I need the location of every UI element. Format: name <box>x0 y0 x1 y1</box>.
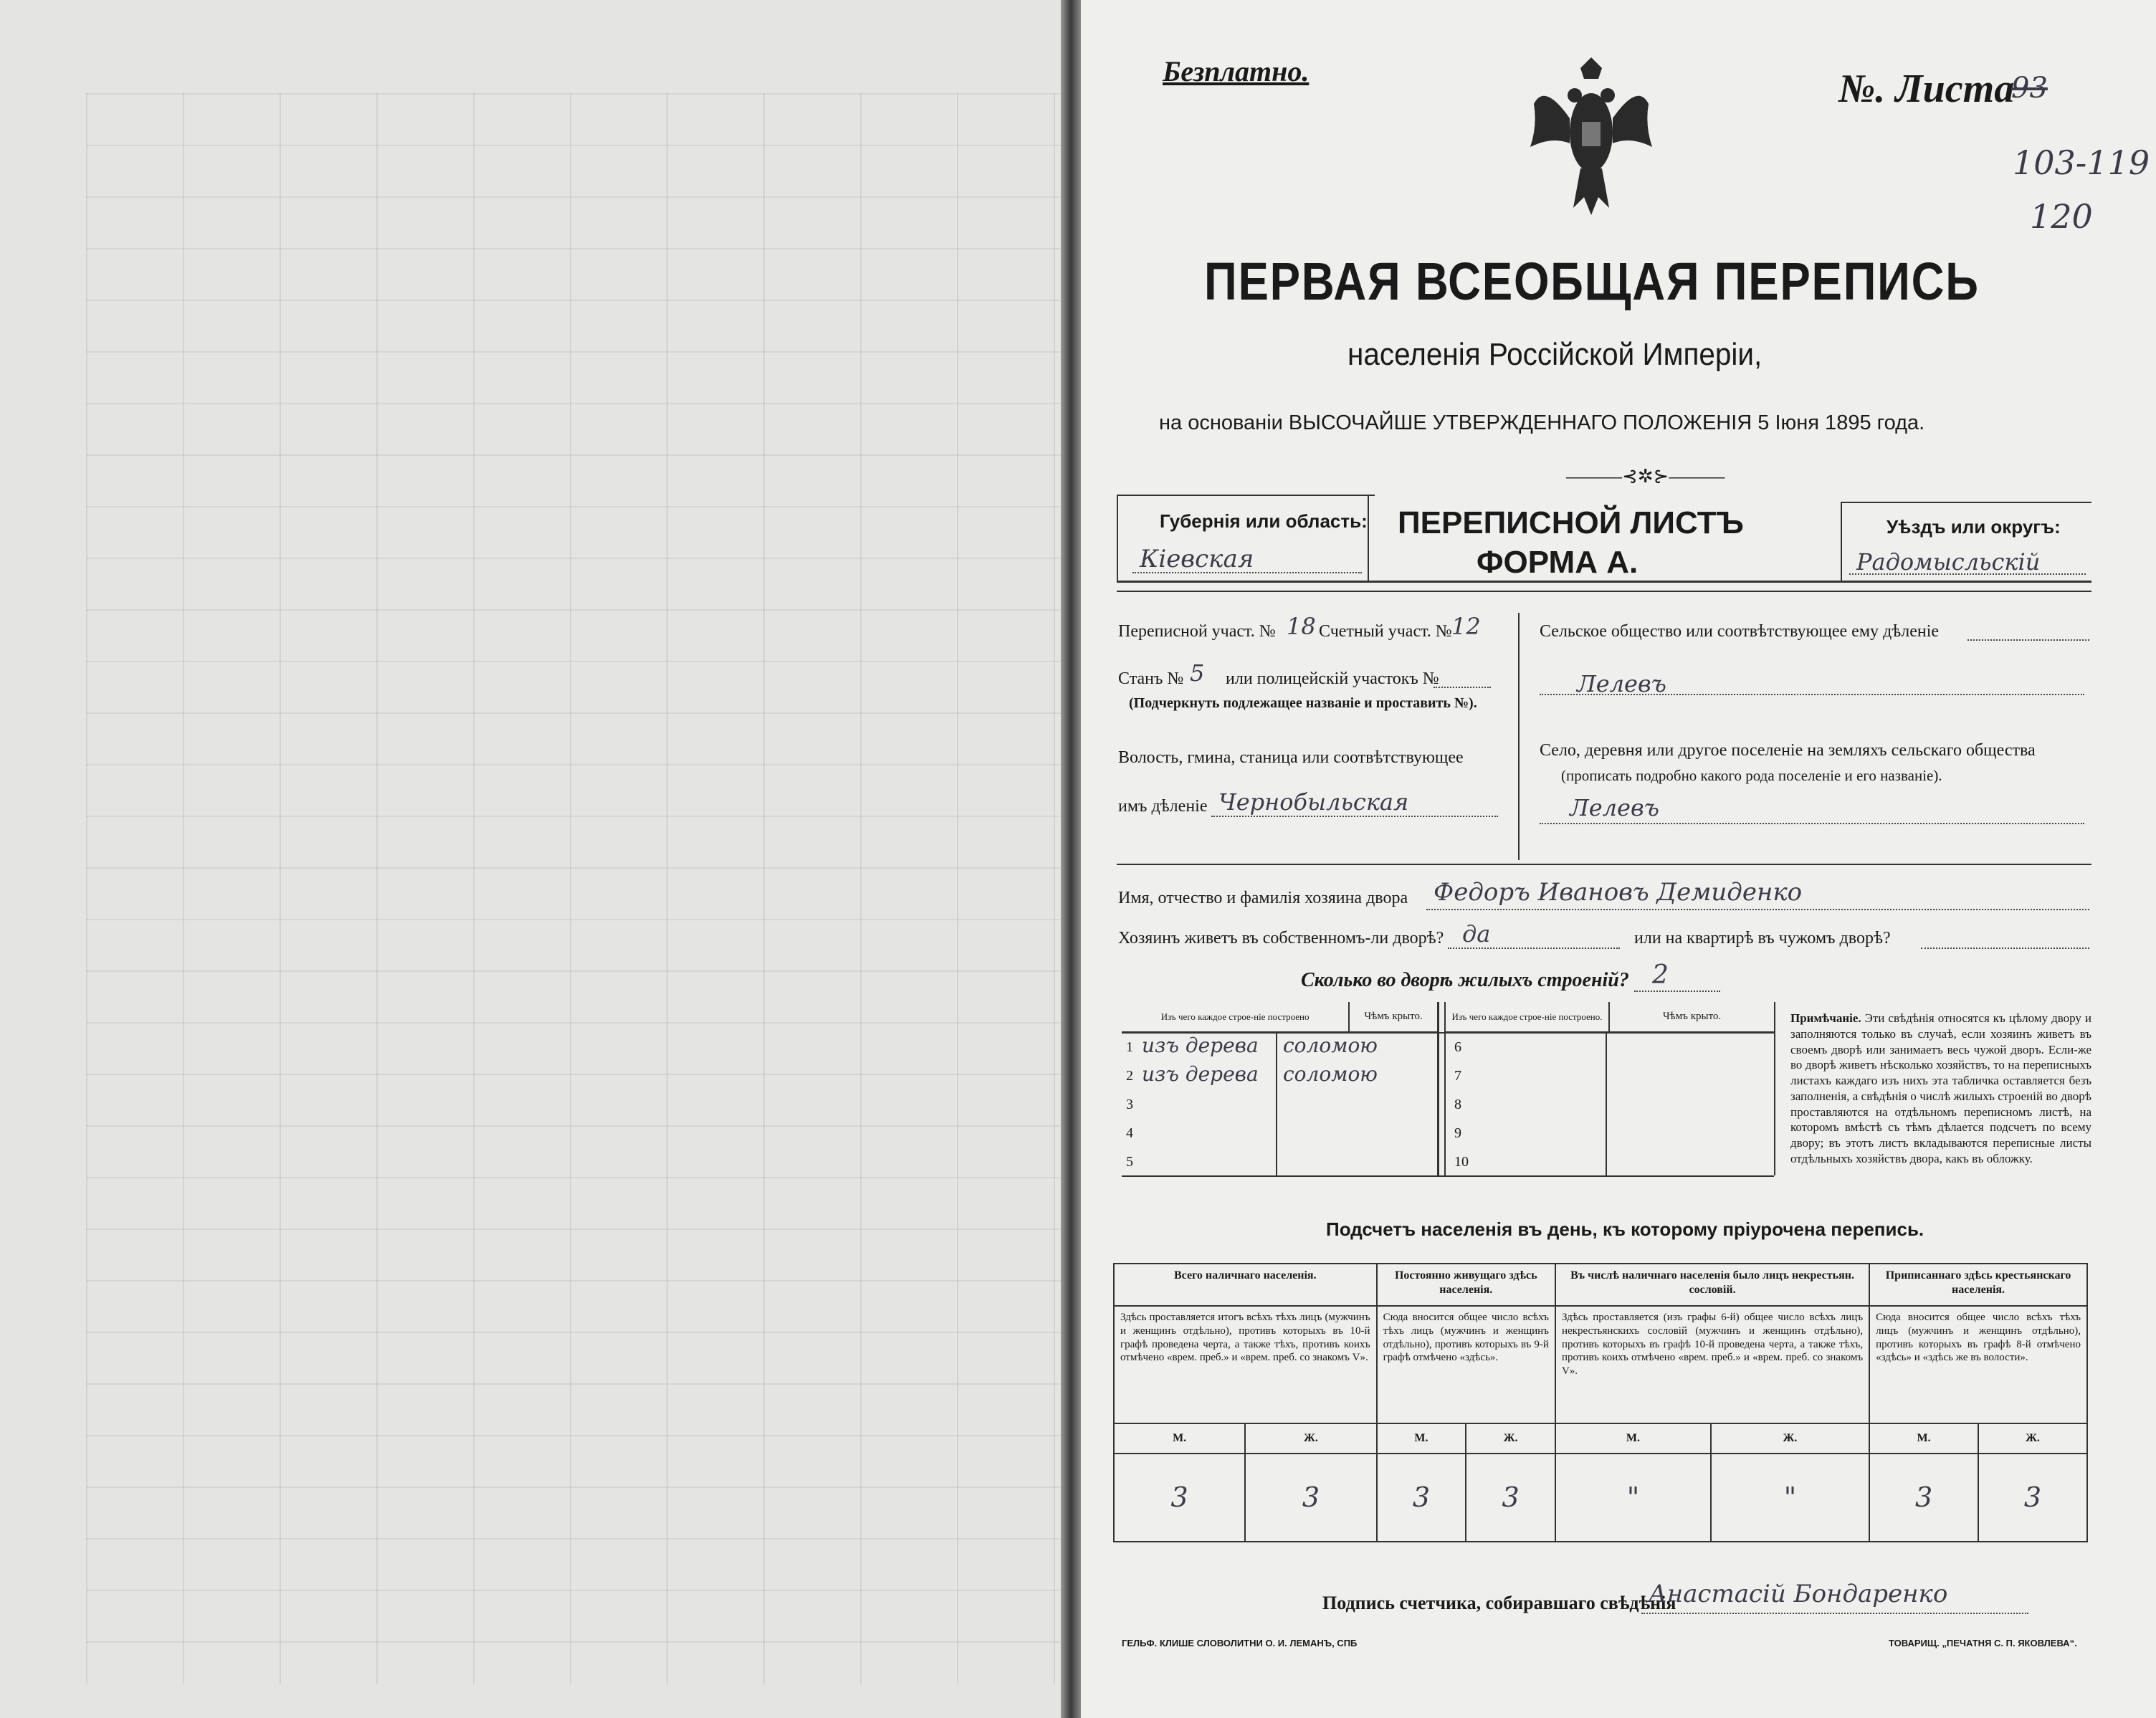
col-material-header: Изъ чего каждое строе-ніе построено <box>1122 1002 1349 1032</box>
province-value: Кіевская <box>1140 545 1254 573</box>
female-count: " <box>1711 1454 1869 1542</box>
structures-left-rows <box>1122 1034 1437 1177</box>
right-printer: ТОВАРИЩ. „ПЕЧАТНЯ С. П. ЯКОВЛЕВА“. <box>1889 1638 2077 1648</box>
structure-row <box>1444 1034 1774 1062</box>
female-label: Ж. <box>1978 1423 2087 1454</box>
double-headed-eagle-emblem <box>1530 54 1652 219</box>
structure-row-num: 8 <box>1454 1097 1461 1112</box>
female-count: 3 <box>1978 1454 2087 1542</box>
col-roof2-header: Чѣмъ крыто. <box>1609 1002 1774 1032</box>
owner-label: Имя, отчество и фамилія хозяина двора <box>1118 889 1408 907</box>
structure-row-num: 5 <box>1126 1154 1133 1170</box>
stan-label: Станъ № <box>1118 669 1184 688</box>
structure-row <box>1444 1148 1774 1177</box>
structure-row-num: 6 <box>1454 1039 1461 1055</box>
structure-row <box>1444 1091 1774 1120</box>
population-col-head: Всего наличнаго населенія. <box>1114 1264 1377 1306</box>
structure-row-num: 4 <box>1126 1125 1133 1141</box>
male-count: 3 <box>1377 1454 1466 1542</box>
census-area-label: Переписной участ. № <box>1118 622 1276 641</box>
structure-row <box>1444 1062 1774 1091</box>
form-label: ФОРМА А. <box>1477 545 1639 580</box>
structures-note <box>1790 1011 2091 1167</box>
male-label: М. <box>1377 1423 1466 1454</box>
population-col-head: Приписаннаго здѣсь крестьянскаго населенія. <box>1869 1264 2087 1306</box>
structure-row-num: 9 <box>1454 1125 1461 1141</box>
society-label: Сельское общество или соотвѣтствующее ему дѣленіе <box>1540 622 1940 641</box>
structure-row <box>1122 1091 1437 1120</box>
left-printer: ГЕЛЬФ. КЛИШЕ СЛОВОЛИТНИ О. И. ЛЕМАНЪ, СПБ <box>1122 1638 1358 1648</box>
male-label: М. <box>1114 1423 1245 1454</box>
signature-label: Подпись счетчика, собиравшаго свѣдѣнія <box>1322 1593 1676 1613</box>
village-label: Село, деревня или другое поселеніе на земляхъ сельскаго общества <box>1540 741 2036 760</box>
bleed-through-grid <box>86 93 1061 1684</box>
structure-row <box>1122 1120 1437 1148</box>
census-subtitle: населенія Россійской Имперіи, <box>1348 337 1763 372</box>
structure-row-num: 2 <box>1126 1068 1133 1084</box>
structure-row-num: 1 <box>1126 1039 1133 1055</box>
signature-value: Анастасій Бондаренко <box>1649 1580 1948 1608</box>
count-area-value: 12 <box>1451 613 1481 640</box>
structure-row-num: 7 <box>1454 1068 1461 1084</box>
female-count: 3 <box>1466 1454 1555 1542</box>
structure-row <box>1122 1034 1437 1062</box>
sheet-title: ПЕРЕПИСНОЙ ЛИСТЪ <box>1398 505 1744 540</box>
book-gutter <box>1061 0 1081 1718</box>
buildings-label: Сколько во дворѣ жилыхъ строеній? <box>1301 969 1629 991</box>
population-col-desc: Здѣсь проставляется итогъ всѣхъ тѣхъ лицъ (мужчинъ и женщинъ отдѣльно), противъ которыхъ въ 10-й графѣ проведена черта, а также тѣхъ, противъ коихъ отмѣчено «врем. преб.» и «врем. преб. со знакомъ V». <box>1114 1306 1377 1423</box>
structure-row-num: 3 <box>1126 1097 1133 1112</box>
structure-roof: соломою <box>1283 1034 1378 1057</box>
village-note: (прописать подробно какого рода поселеніе и его названіе). <box>1561 767 1942 784</box>
structure-row <box>1444 1120 1774 1148</box>
owner-lives-value: да <box>1462 920 1491 948</box>
note-title: Примѣчаніе. <box>1790 1011 1861 1025</box>
volost-label: Волость, гмина, станица или соотвѣтствующее <box>1118 748 1464 767</box>
sheet-number-crossed: 93 <box>2011 72 2048 105</box>
male-label: М. <box>1555 1423 1711 1454</box>
society-value: Лелевъ <box>1577 670 1666 697</box>
ornament-divider: ———⊰✲⊱——— <box>1566 466 1725 487</box>
structures-right-rows <box>1444 1034 1774 1177</box>
province-label: Губернія или область: <box>1160 510 1368 532</box>
volost-value: Чернобыльская <box>1218 788 1409 816</box>
female-count: 3 <box>1245 1454 1376 1542</box>
stan-value: 5 <box>1190 659 1205 687</box>
structure-roof: соломою <box>1283 1062 1378 1086</box>
police-station-label: или полицейскій участокъ № <box>1226 669 1439 688</box>
underline-note: (Подчеркнуть подлежащее названіе и проставить №). <box>1129 695 1477 711</box>
census-title: ПЕРВАЯ ВСЕОБЩАЯ ПЕРЕПИСЬ <box>1204 252 1980 311</box>
sheet-number-archive-1: 103-119 <box>2013 143 2150 182</box>
structure-material: изъ дерева <box>1142 1034 1259 1057</box>
census-basis: на основаніи ВЫСОЧАЙШЕ УТВЕРЖДЕННАГО ПОЛОЖЕНІЯ 5 Іюня 1895 года. <box>1159 411 1925 434</box>
female-label: Ж. <box>1711 1423 1869 1454</box>
col-roof-header: Чѣмъ крыто. <box>1349 1002 1437 1032</box>
population-col-desc: Сюда вносится общее число всѣхъ тѣхъ лицъ (мужчинъ и женщинъ отдѣльно), противъ которыхъ въ графѣ 8-й отмѣчено «здѣсь» и «здѣсь же въ волости». <box>1869 1306 2087 1423</box>
population-table <box>1113 1263 2088 1542</box>
village-value: Лелевъ <box>1570 794 1659 821</box>
female-label: Ж. <box>1245 1423 1376 1454</box>
volost-label-2: имъ дѣленіе <box>1118 797 1208 816</box>
census-area-value: 18 <box>1287 613 1316 640</box>
structures-table-right <box>1444 1002 1774 1033</box>
structure-material: изъ дерева <box>1142 1062 1259 1086</box>
structure-row-num: 10 <box>1454 1154 1469 1170</box>
district-value: Радомысльскій <box>1856 548 2041 576</box>
free-label: Безплатно. <box>1163 55 1310 87</box>
population-col-desc: Здѣсь проставляется (изъ графы 6-й) общее число всѣхъ лицъ некрестьянскихъ сословій (мужчинъ и женщинъ отдѣльно), противъ которыхъ въ графѣ 10-й проведена черта, а также тѣхъ, противъ коихъ отмѣчено «врем. преб.» и «врем. преб. со знакомъ V». <box>1555 1306 1869 1423</box>
buildings-value: 2 <box>1652 960 1669 990</box>
male-label: М. <box>1869 1423 1978 1454</box>
structure-row <box>1122 1062 1437 1091</box>
female-label: Ж. <box>1466 1423 1555 1454</box>
col-material2-header: Изъ чего каждое строе-ніе построено. <box>1445 1002 1609 1032</box>
population-title: Подсчетъ населенія въ день, къ которому пріурочена перепись. <box>1326 1218 1924 1240</box>
apartment-label: или на квартирѣ въ чужомъ дворѣ? <box>1634 929 1891 948</box>
population-col-head: Въ числѣ наличнаго населенія было лицъ некрестьян. сословій. <box>1555 1264 1869 1306</box>
count-area-label: Счетный участ. № <box>1319 622 1452 641</box>
male-count: 3 <box>1114 1454 1245 1542</box>
district-label: Уѣздъ или округъ: <box>1886 516 2061 538</box>
sheet-number-archive-2: 120 <box>2030 197 2093 236</box>
owner-value: Федоръ Ивановъ Демиденко <box>1434 878 1803 907</box>
owner-lives-label: Хозяинъ живетъ въ собственномъ-ли дворѣ? <box>1118 929 1444 948</box>
note-text: Эти свѣдѣнія относятся къ цѣлому двору и заполняются только въ случаѣ, если хозяинъ живетъ въ своемъ дворѣ или занимаетъ весь чужой дворъ. Если-же во дворѣ живетъ нѣсколько хозяйствъ, то на переписныхъ листахъ каждаго изъ нихъ эта табличка оставляется безъ заполненія, а свѣдѣнія о числѣ жилыхъ строеній во дворѣ проставляются на отдѣльномъ переписномъ листѣ, на которомъ вмѣстѣ съ тѣмъ дѣлается подсчетъ по всему двору; въ этотъ листъ вкладываются переписные листы отдѣльныхъ хозяйствъ двора, какъ въ обложку. <box>1790 1011 2091 1165</box>
male-count: 3 <box>1869 1454 1978 1542</box>
male-count: " <box>1555 1454 1711 1542</box>
sheet-number-label: №. Листа <box>1838 67 2015 111</box>
structure-row <box>1122 1148 1437 1177</box>
population-col-desc: Сюда вносится общее число всѣхъ тѣхъ лицъ (мужчинъ и женщинъ отдѣльно), противъ которыхъ въ 9-й графѣ отмѣчено «здѣсь». <box>1377 1306 1555 1423</box>
population-col-head: Постоянно живущаго здѣсь населенія. <box>1377 1264 1555 1306</box>
structures-table-left <box>1122 1002 1437 1033</box>
